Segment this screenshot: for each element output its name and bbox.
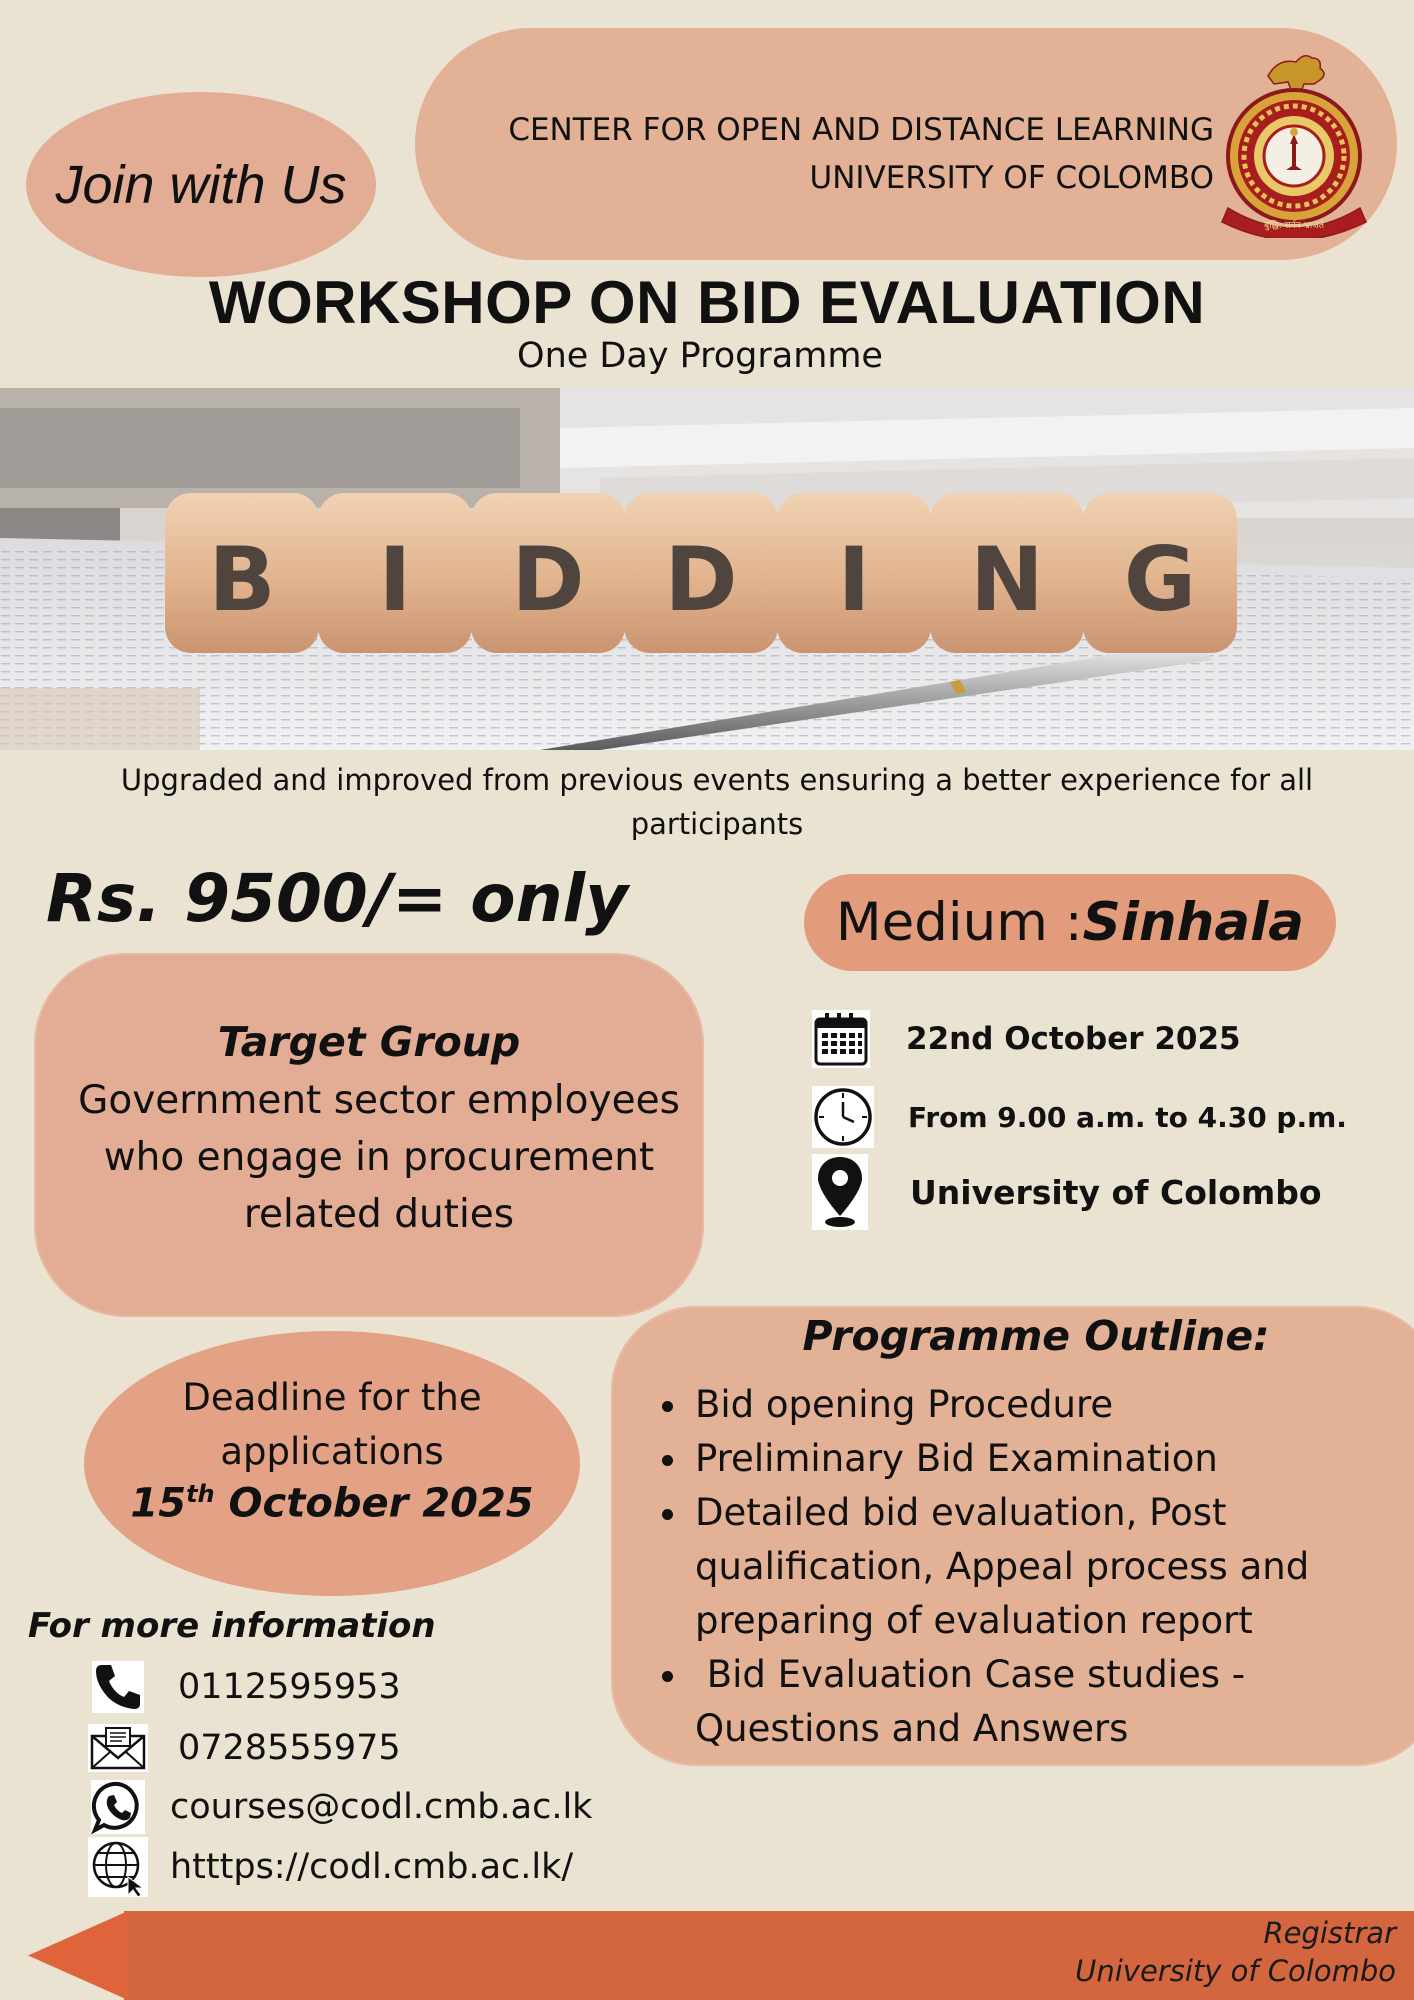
phone-icon	[88, 1659, 148, 1715]
list-item: • Detailed bid evaluation, Post qualification, Appeal process and preparing of evaluation report	[691, 1486, 1411, 1648]
contact-email[interactable]	[88, 1779, 592, 1835]
target-group-title: Target Group	[217, 1018, 521, 1066]
calendar-icon	[812, 1010, 870, 1068]
contact-phone-text: 0112595953	[178, 1667, 401, 1707]
university-crest-icon	[1208, 48, 1380, 238]
crest-motto: बुद्धि: सर्वत्र भ्राजते	[1264, 221, 1324, 231]
block-letter: I	[378, 528, 412, 631]
deadline-day-suffix: th	[186, 1480, 215, 1508]
deadline-label: Deadline for the applications	[182, 1376, 482, 1473]
event-time	[812, 1087, 1347, 1147]
block-letter: B	[208, 528, 276, 631]
org-line-2: UNIVERSITY OF COLOMBO	[809, 160, 1214, 196]
location-pin-icon	[812, 1154, 868, 1230]
bidding-photo	[0, 388, 1414, 750]
event-time-text: From 9.00 a.m. to 4.30 p.m.	[908, 1100, 1347, 1134]
page-subtitle: One Day Programme	[517, 336, 883, 376]
deadline-month-year: October 2025	[214, 1480, 534, 1527]
envelope-icon	[88, 1720, 148, 1776]
whatsapp-icon	[88, 1779, 148, 1835]
target-group-text: Government sector employees who engage in procurement related duties	[78, 1078, 680, 1237]
join-label: Join with Us	[55, 154, 347, 215]
arrow-left-icon	[28, 1911, 128, 2000]
deadline-date	[84, 1480, 580, 1526]
list-item: • Bid opening Procedure	[691, 1378, 1411, 1432]
medium-badge	[804, 874, 1336, 971]
globe-icon	[88, 1839, 148, 1895]
contact-email-text: courses@codl.cmb.ac.lk	[170, 1787, 593, 1827]
footer-line-1: Registrar	[1263, 1916, 1396, 1950]
block-letter: D	[664, 528, 738, 631]
deadline-day: 15	[130, 1480, 187, 1527]
contact-mobile-text: 0728555975	[178, 1728, 401, 1768]
medium-label: Medium :	[835, 892, 1083, 953]
clock-icon	[812, 1086, 874, 1148]
medium-value: Sinhala	[1082, 892, 1305, 953]
price: Rs. 9500/= only	[46, 860, 629, 937]
join-badge	[26, 92, 376, 277]
block-letter: I	[837, 528, 871, 631]
list-item: • Preliminary Bid Examination	[691, 1432, 1411, 1486]
block-letter: G	[1123, 528, 1197, 631]
upgraded-note: Upgraded and improved from previous events ensuring a better experience for all participants	[120, 763, 1314, 841]
page-title: WORKSHOP ON BID EVALUATION	[208, 269, 1206, 336]
contact-mobile[interactable]	[88, 1720, 401, 1776]
contact-website-text: htttps://codl.cmb.ac.lk/	[170, 1847, 574, 1887]
programme-outline-title: Programme Outline:	[802, 1312, 1270, 1360]
list-item: • Bid Evaluation Case studies - Questions and Answers	[691, 1648, 1411, 1756]
contact-website[interactable]	[88, 1839, 573, 1895]
block-letter: N	[970, 528, 1044, 631]
event-venue-text: University of Colombo	[910, 1172, 1322, 1212]
footer-line-2: University of Colombo	[1075, 1954, 1396, 1988]
more-info-heading: For more information	[28, 1606, 436, 1646]
block-letter: D	[511, 528, 585, 631]
event-date-text: 22nd October 2025	[906, 1021, 1241, 1057]
programme-outline-list	[648, 1378, 1411, 1756]
org-line-1: CENTER FOR OPEN AND DISTANCE LEARNING	[508, 112, 1214, 148]
event-date	[812, 1009, 1241, 1069]
contact-phone[interactable]	[88, 1659, 401, 1715]
event-venue	[812, 1162, 1322, 1222]
